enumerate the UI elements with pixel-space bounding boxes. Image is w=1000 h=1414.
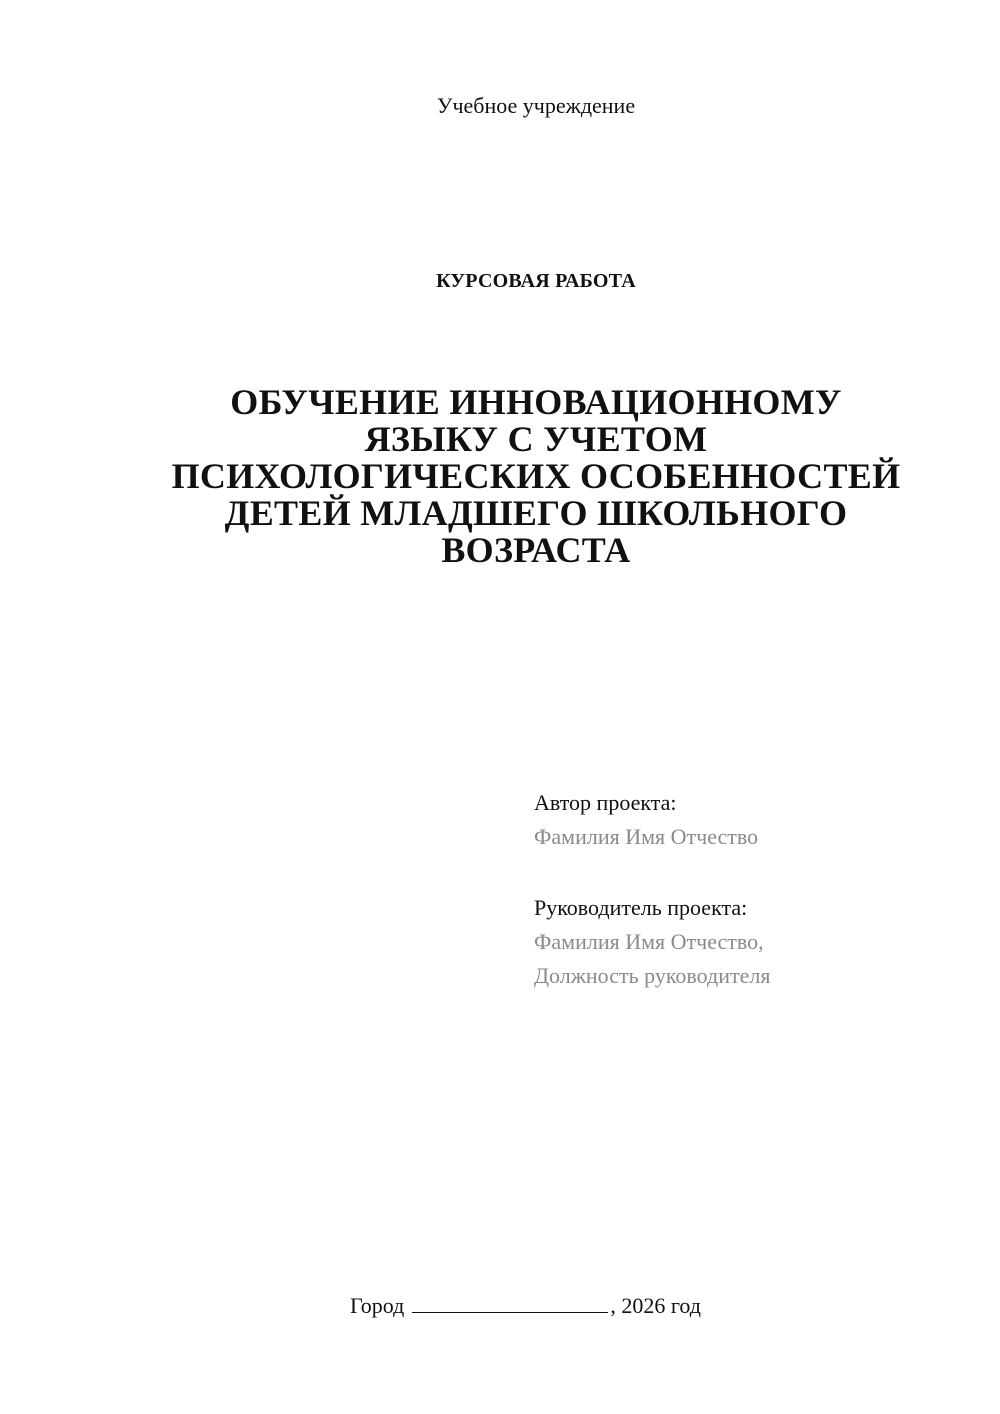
city-year-line bbox=[350, 1290, 701, 1321]
work-title-line: ОБУЧЕНИЕ ИННОВАЦИОННОМУ bbox=[230, 382, 842, 422]
supervisor-block bbox=[534, 891, 974, 993]
city-blank-line bbox=[412, 1290, 608, 1313]
supervisor-position: Должность руководителя bbox=[534, 963, 771, 988]
work-title-line: ДЕТЕЙ МЛАДШЕГО ШКОЛЬНОГО bbox=[224, 493, 848, 533]
supervisor-name: Фамилия Имя Отчество, bbox=[534, 929, 764, 954]
work-title bbox=[110, 384, 962, 569]
author-label: Автор проекта: bbox=[534, 790, 677, 815]
work-title-line: ПСИХОЛОГИЧЕСКИХ ОСОБЕННОСТЕЙ bbox=[171, 456, 901, 496]
work-title-line: ВОЗРАСТА bbox=[441, 530, 631, 570]
year-text: , 2026 год bbox=[610, 1293, 701, 1318]
author-name: Фамилия Имя Отчество bbox=[534, 824, 759, 849]
city-label: Город bbox=[350, 1293, 405, 1318]
supervisor-label: Руководитель проекта: bbox=[534, 895, 748, 920]
institution-name: Учебное учреждение bbox=[436, 93, 636, 118]
work-type-heading: КУРСОВАЯ РАБОТА bbox=[436, 270, 636, 292]
author-block bbox=[534, 786, 974, 854]
work-title-line: ЯЗЫКУ С УЧЕТОМ bbox=[364, 419, 708, 459]
